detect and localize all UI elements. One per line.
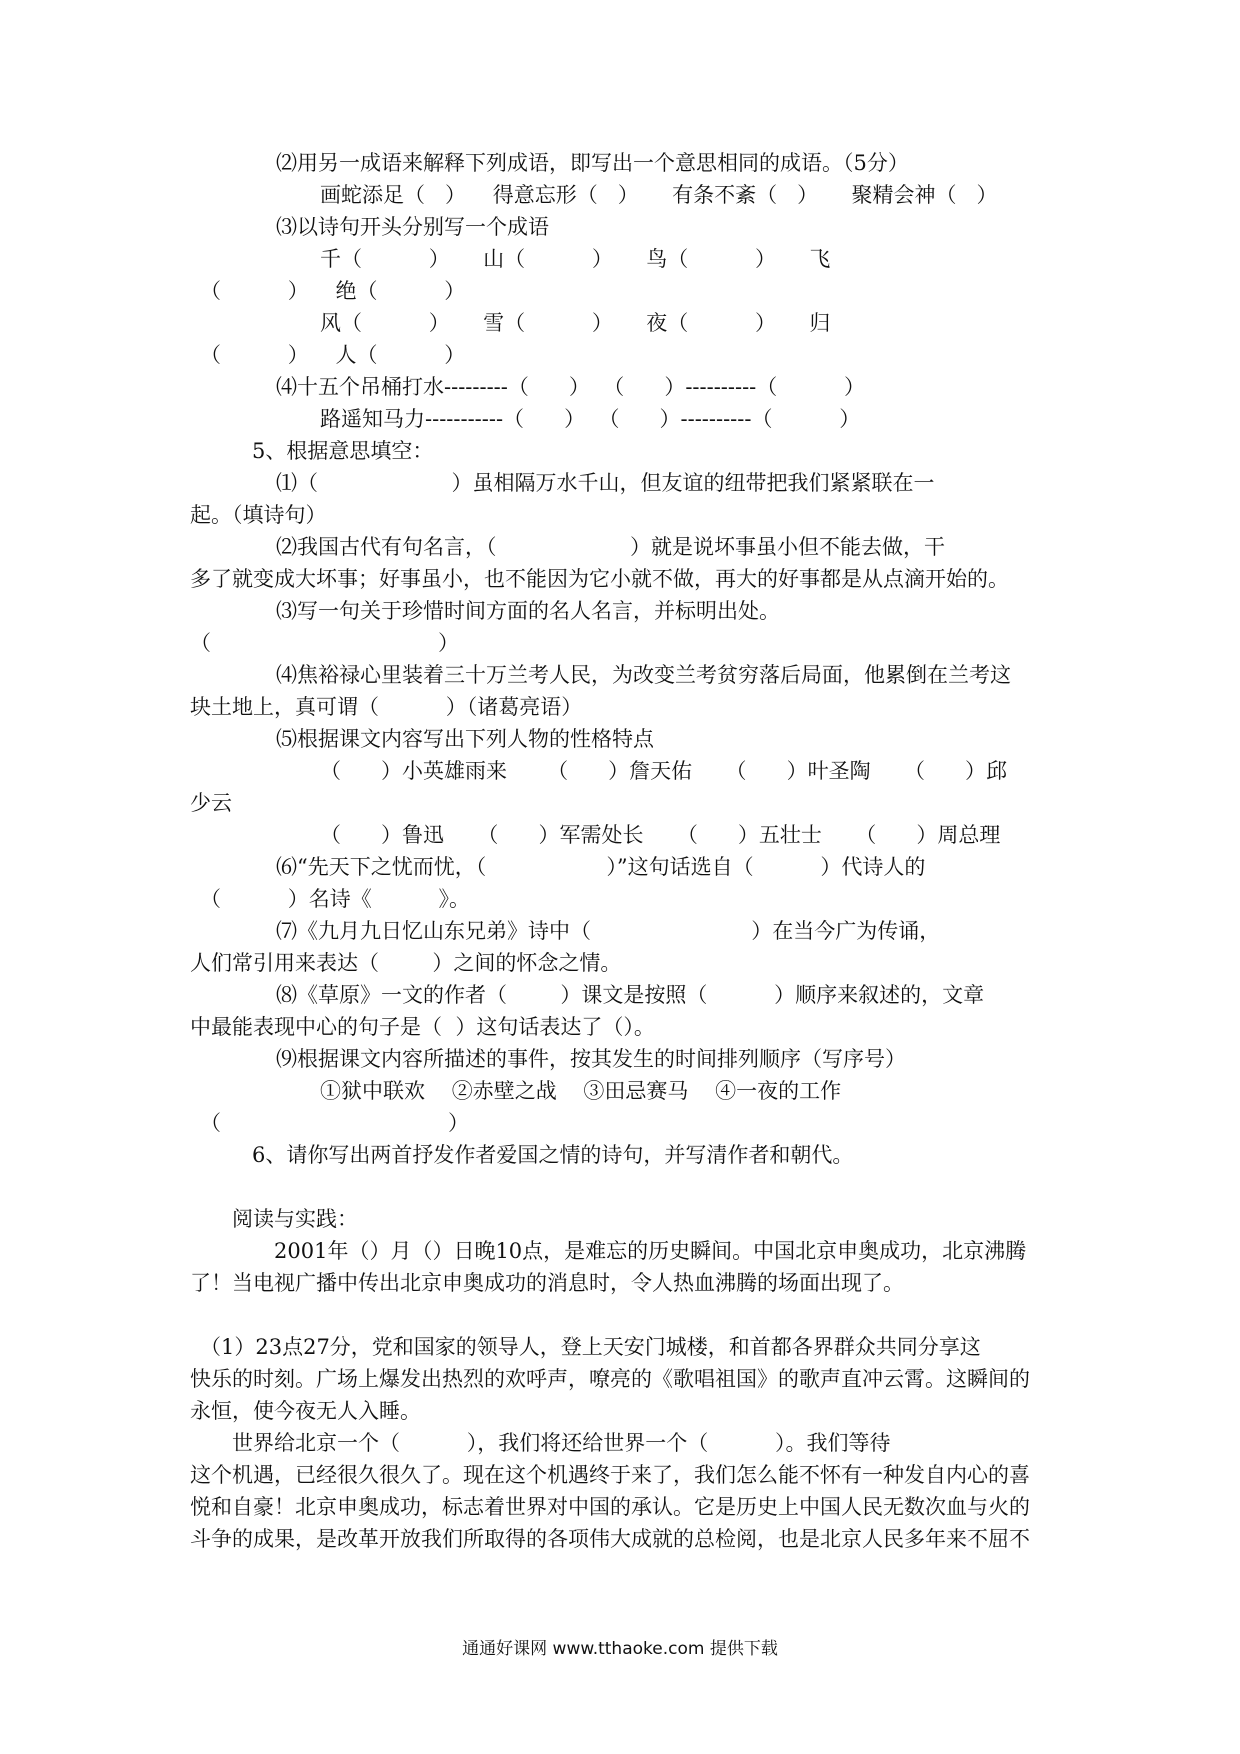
- q5-5-instruction: ⑸根据课文内容写出下列人物的性格特点: [276, 727, 654, 751]
- q5-2-line-2: 多了就变成大坏事；好事虽小，也不能因为它小就不做，再大的好事都是从点滴开始的。: [190, 567, 1009, 591]
- q4-3-row-1-cont: （ ） 绝（ ）: [200, 279, 466, 303]
- q5-6-line-2: （ ）名诗《 》。: [200, 887, 471, 911]
- q5-8-line-2: 中最能表现中心的句子是（ ）这句话表达了（）。: [190, 1015, 655, 1039]
- reading-p3-line-4: 斗争的成果，是改革开放我们所取得的各项伟大成就的总检阅，也是北京人民多年来不屈不: [190, 1527, 1030, 1551]
- q5-7-line-1: ⑺《九月九日忆山东兄弟》诗中（ ）在当今广为传诵，: [276, 919, 941, 943]
- reading-p2-line-3: 永恒，使今夜无人入睡。: [190, 1399, 421, 1423]
- q5-2-line-1: ⑵我国古代有句名言，（ ）就是说坏事虽小但不能去做，干: [276, 535, 946, 559]
- reading-p3-line-3: 悦和自豪！北京申奥成功，标志着世界对中国的承认。它是历史上中国人民无数次血与火的: [190, 1495, 1030, 1519]
- q4-3-instruction: ⑶以诗句开头分别写一个成语: [276, 215, 549, 239]
- page-footer: 通通好课网 www.tthaoke.com 提供下载: [462, 1639, 778, 1659]
- section-6-heading: 6、请你写出两首抒发作者爱国之情的诗句，并写清作者和朝代。: [252, 1143, 854, 1167]
- q5-5-row-2: （ ）鲁迅 （ ）军需处长 （ ）五壮士 （ ）周总理: [320, 823, 1001, 847]
- reading-p2-line-1: （1）23点27分，党和国家的领导人，登上天安门城楼，和首都各界群众共同分享这: [200, 1335, 981, 1359]
- q4-2-instruction: ⑵用另一成语来解释下列成语，即写出一个意思相同的成语。（5分）: [276, 151, 909, 175]
- q5-5-row-1-cont: 少云: [190, 791, 232, 815]
- q5-9-answer: （ ）: [200, 1111, 469, 1135]
- reading-heading: 阅读与实践：: [232, 1207, 358, 1231]
- reading-p1-line-1: 2001年（）月（）日晚10点，是难忘的历史瞬间。中国北京申奥成功，北京沸腾: [274, 1239, 1027, 1263]
- q5-1-line-1: ⑴（ ）虽相隔万水千山，但友谊的纽带把我们紧紧联在一: [276, 471, 935, 495]
- reading-p3-line-1: 世界给北京一个（ ），我们将还给世界一个（ ）。我们等待: [232, 1431, 891, 1455]
- q5-3-answer: （ ）: [190, 631, 459, 655]
- q5-8-line-1: ⑻《草原》一文的作者（ ）课文是按照（ ）顺序来叙述的，文章: [276, 983, 985, 1007]
- q5-9-events: ①狱中联欢 ②赤壁之战 ③田忌赛马 ④一夜的工作: [320, 1079, 842, 1103]
- q4-3-row-1: 千（ ） 山（ ） 鸟（ ） 飞: [320, 247, 831, 271]
- reading-p3-line-2: 这个机遇，已经很久很久了。现在这个机遇终于来了，我们怎么能不怀有一种发自内心的喜: [190, 1463, 1030, 1487]
- q4-2-idioms: 画蛇添足（ ） 得意忘形（ ） 有条不紊（ ） 聚精会神（ ）: [320, 183, 998, 207]
- q5-7-line-2: 人们常引用来表达（ ）之间的怀念之情。: [190, 951, 622, 975]
- q4-4-line-2: 路遥知马力-----------（ ） （ ）----------（ ）: [320, 407, 861, 431]
- reading-p2-line-2: 快乐的时刻。广场上爆发出热烈的欢呼声，嘹亮的《歌唱祖国》的歌声直冲云霄。这瞬间的: [190, 1367, 1030, 1391]
- q5-1-line-2: 起。（填诗句）: [190, 503, 327, 527]
- q4-3-row-2-cont: （ ） 人（ ）: [200, 343, 466, 367]
- section-5-heading: 5、根据意思填空：: [252, 439, 434, 463]
- q5-5-row-1: （ ）小英雄雨来 （ ）詹天佑 （ ）叶圣陶 （ ）邱: [320, 759, 1008, 783]
- q5-3-line-1: ⑶写一句关于珍惜时间方面的名人名言，并标明出处。: [276, 599, 780, 623]
- q4-4-line-1: ⑷十五个吊桶打水---------（ ） （ ）----------（ ）: [276, 375, 866, 399]
- q4-3-row-2: 风（ ） 雪（ ） 夜（ ） 归: [320, 311, 831, 335]
- q5-4-line-2: 块土地上，真可谓（ ）（诸葛亮语）: [190, 695, 583, 719]
- q5-6-line-1: ⑹“先天下之忧而忧，（ ）”这句话选自（ ）代诗人的: [276, 855, 926, 879]
- q5-4-line-1: ⑷焦裕禄心里装着三十万兰考人民，为改变兰考贫穷落后局面，他累倒在兰考这: [276, 663, 1011, 687]
- reading-p1-line-2: 了！当电视广播中传出北京申奥成功的消息时，令人热血沸腾的场面出现了。: [190, 1271, 904, 1295]
- q5-9-instruction: ⑼根据课文内容所描述的事件，按其发生的时间排列顺序（写序号）: [276, 1047, 906, 1071]
